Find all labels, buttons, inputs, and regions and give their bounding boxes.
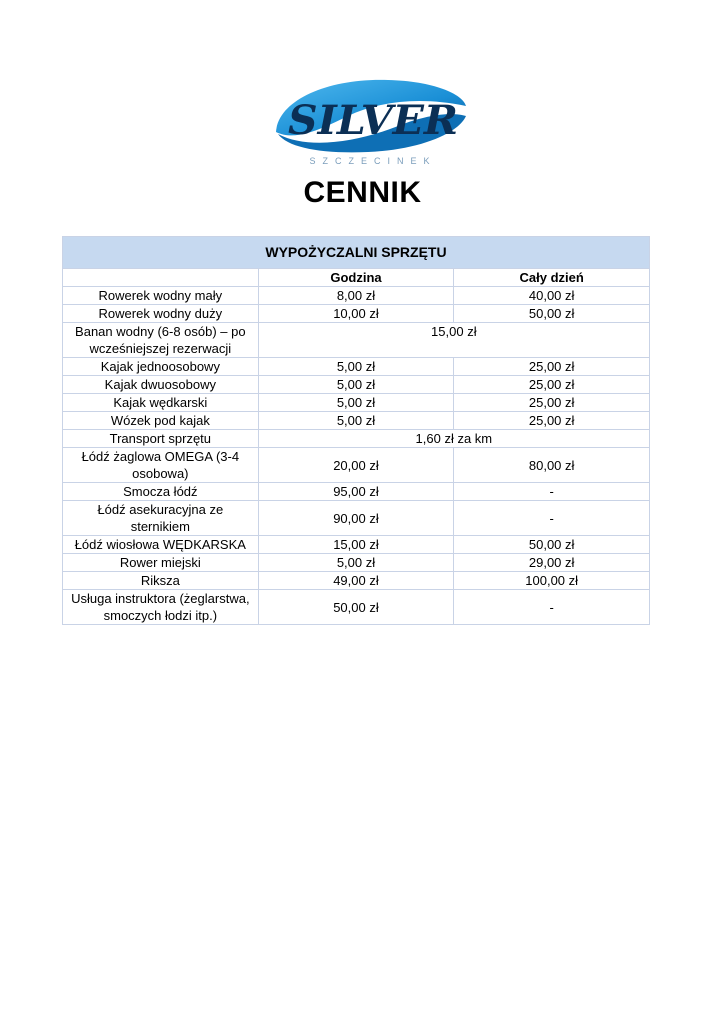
item-name: Kajak wędkarski [63,394,259,412]
table-row [63,554,650,572]
table-row [63,590,650,625]
item-price-merged: 1,60 zł za km [258,430,649,448]
item-name: Banan wodny (6-8 osób) – po wcześniejszej rezerwacji [63,323,259,358]
item-price-day: 80,00 zł [454,448,650,483]
table-row [63,323,650,358]
item-price-day: 100,00 zł [454,572,650,590]
header-hour: Godzina [258,269,454,287]
item-price-day: - [454,501,650,536]
item-price-hour: 5,00 zł [258,376,454,394]
item-price-hour: 5,00 zł [258,554,454,572]
item-name: Rowerek wodny mały [63,287,259,305]
item-name: Łódź żaglowa OMEGA (3-4 osobowa) [63,448,259,483]
item-price-hour: 50,00 zł [258,590,454,625]
item-price-hour: 5,00 zł [258,394,454,412]
item-price-hour: 10,00 zł [258,305,454,323]
item-price-hour: 5,00 zł [258,358,454,376]
item-name: Wózek pod kajak [63,412,259,430]
logo-city: SZCZECINEK [309,156,437,166]
table-section-header [63,237,650,269]
item-name: Łódź wiosłowa WĘDKARSKA [63,536,259,554]
item-price-day: 25,00 zł [454,412,650,430]
table-row [63,412,650,430]
item-name: Rowerek wodny duży [63,305,259,323]
item-price-day: 40,00 zł [454,287,650,305]
item-name: Kajak jednoosobowy [63,358,259,376]
item-price-day: 50,00 zł [454,536,650,554]
item-price-hour: 20,00 zł [258,448,454,483]
header-day: Cały dzień [454,269,650,287]
item-price-day: 25,00 zł [454,394,650,412]
page-title: CENNIK [303,176,422,209]
item-name: Rower miejski [63,554,259,572]
table-header-row [63,269,650,287]
item-price-hour: 5,00 zł [258,412,454,430]
item-name: Riksza [63,572,259,590]
item-name: Smocza łódź [63,483,259,501]
table-row [63,305,650,323]
table-row [63,483,650,501]
section-title: WYPOŻYCZALNI SPRZĘTU [63,237,650,269]
item-price-merged: 15,00 zł [258,323,649,358]
item-price-hour: 15,00 zł [258,536,454,554]
item-name: Transport sprzętu [63,430,259,448]
item-price-day: 50,00 zł [454,305,650,323]
item-price-day: 25,00 zł [454,358,650,376]
table-row [63,430,650,448]
logo-brand: SILVER [288,97,458,144]
table-row [63,448,650,483]
table-row [63,394,650,412]
item-price-day: - [454,590,650,625]
table-row [63,358,650,376]
item-price-day: 25,00 zł [454,376,650,394]
table-row [63,287,650,305]
table-row [63,536,650,554]
table-row [63,572,650,590]
table-row [63,501,650,536]
item-price-day: 29,00 zł [454,554,650,572]
item-name: Łódź asekuracyjna ze sternikiem [63,501,259,536]
table-row [63,376,650,394]
item-price-hour: 8,00 zł [258,287,454,305]
item-price-hour: 95,00 zł [258,483,454,501]
item-price-hour: 90,00 zł [258,501,454,536]
item-price-day: - [454,483,650,501]
header-name [63,269,259,287]
item-name: Usługa instruktora (żeglarstwa, smoczych łodzi itp.) [63,590,259,625]
logo-wave-icon [268,72,478,168]
item-price-hour: 49,00 zł [258,572,454,590]
price-table [62,236,650,625]
logo [268,72,478,168]
item-name: Kajak dwuosobowy [63,376,259,394]
